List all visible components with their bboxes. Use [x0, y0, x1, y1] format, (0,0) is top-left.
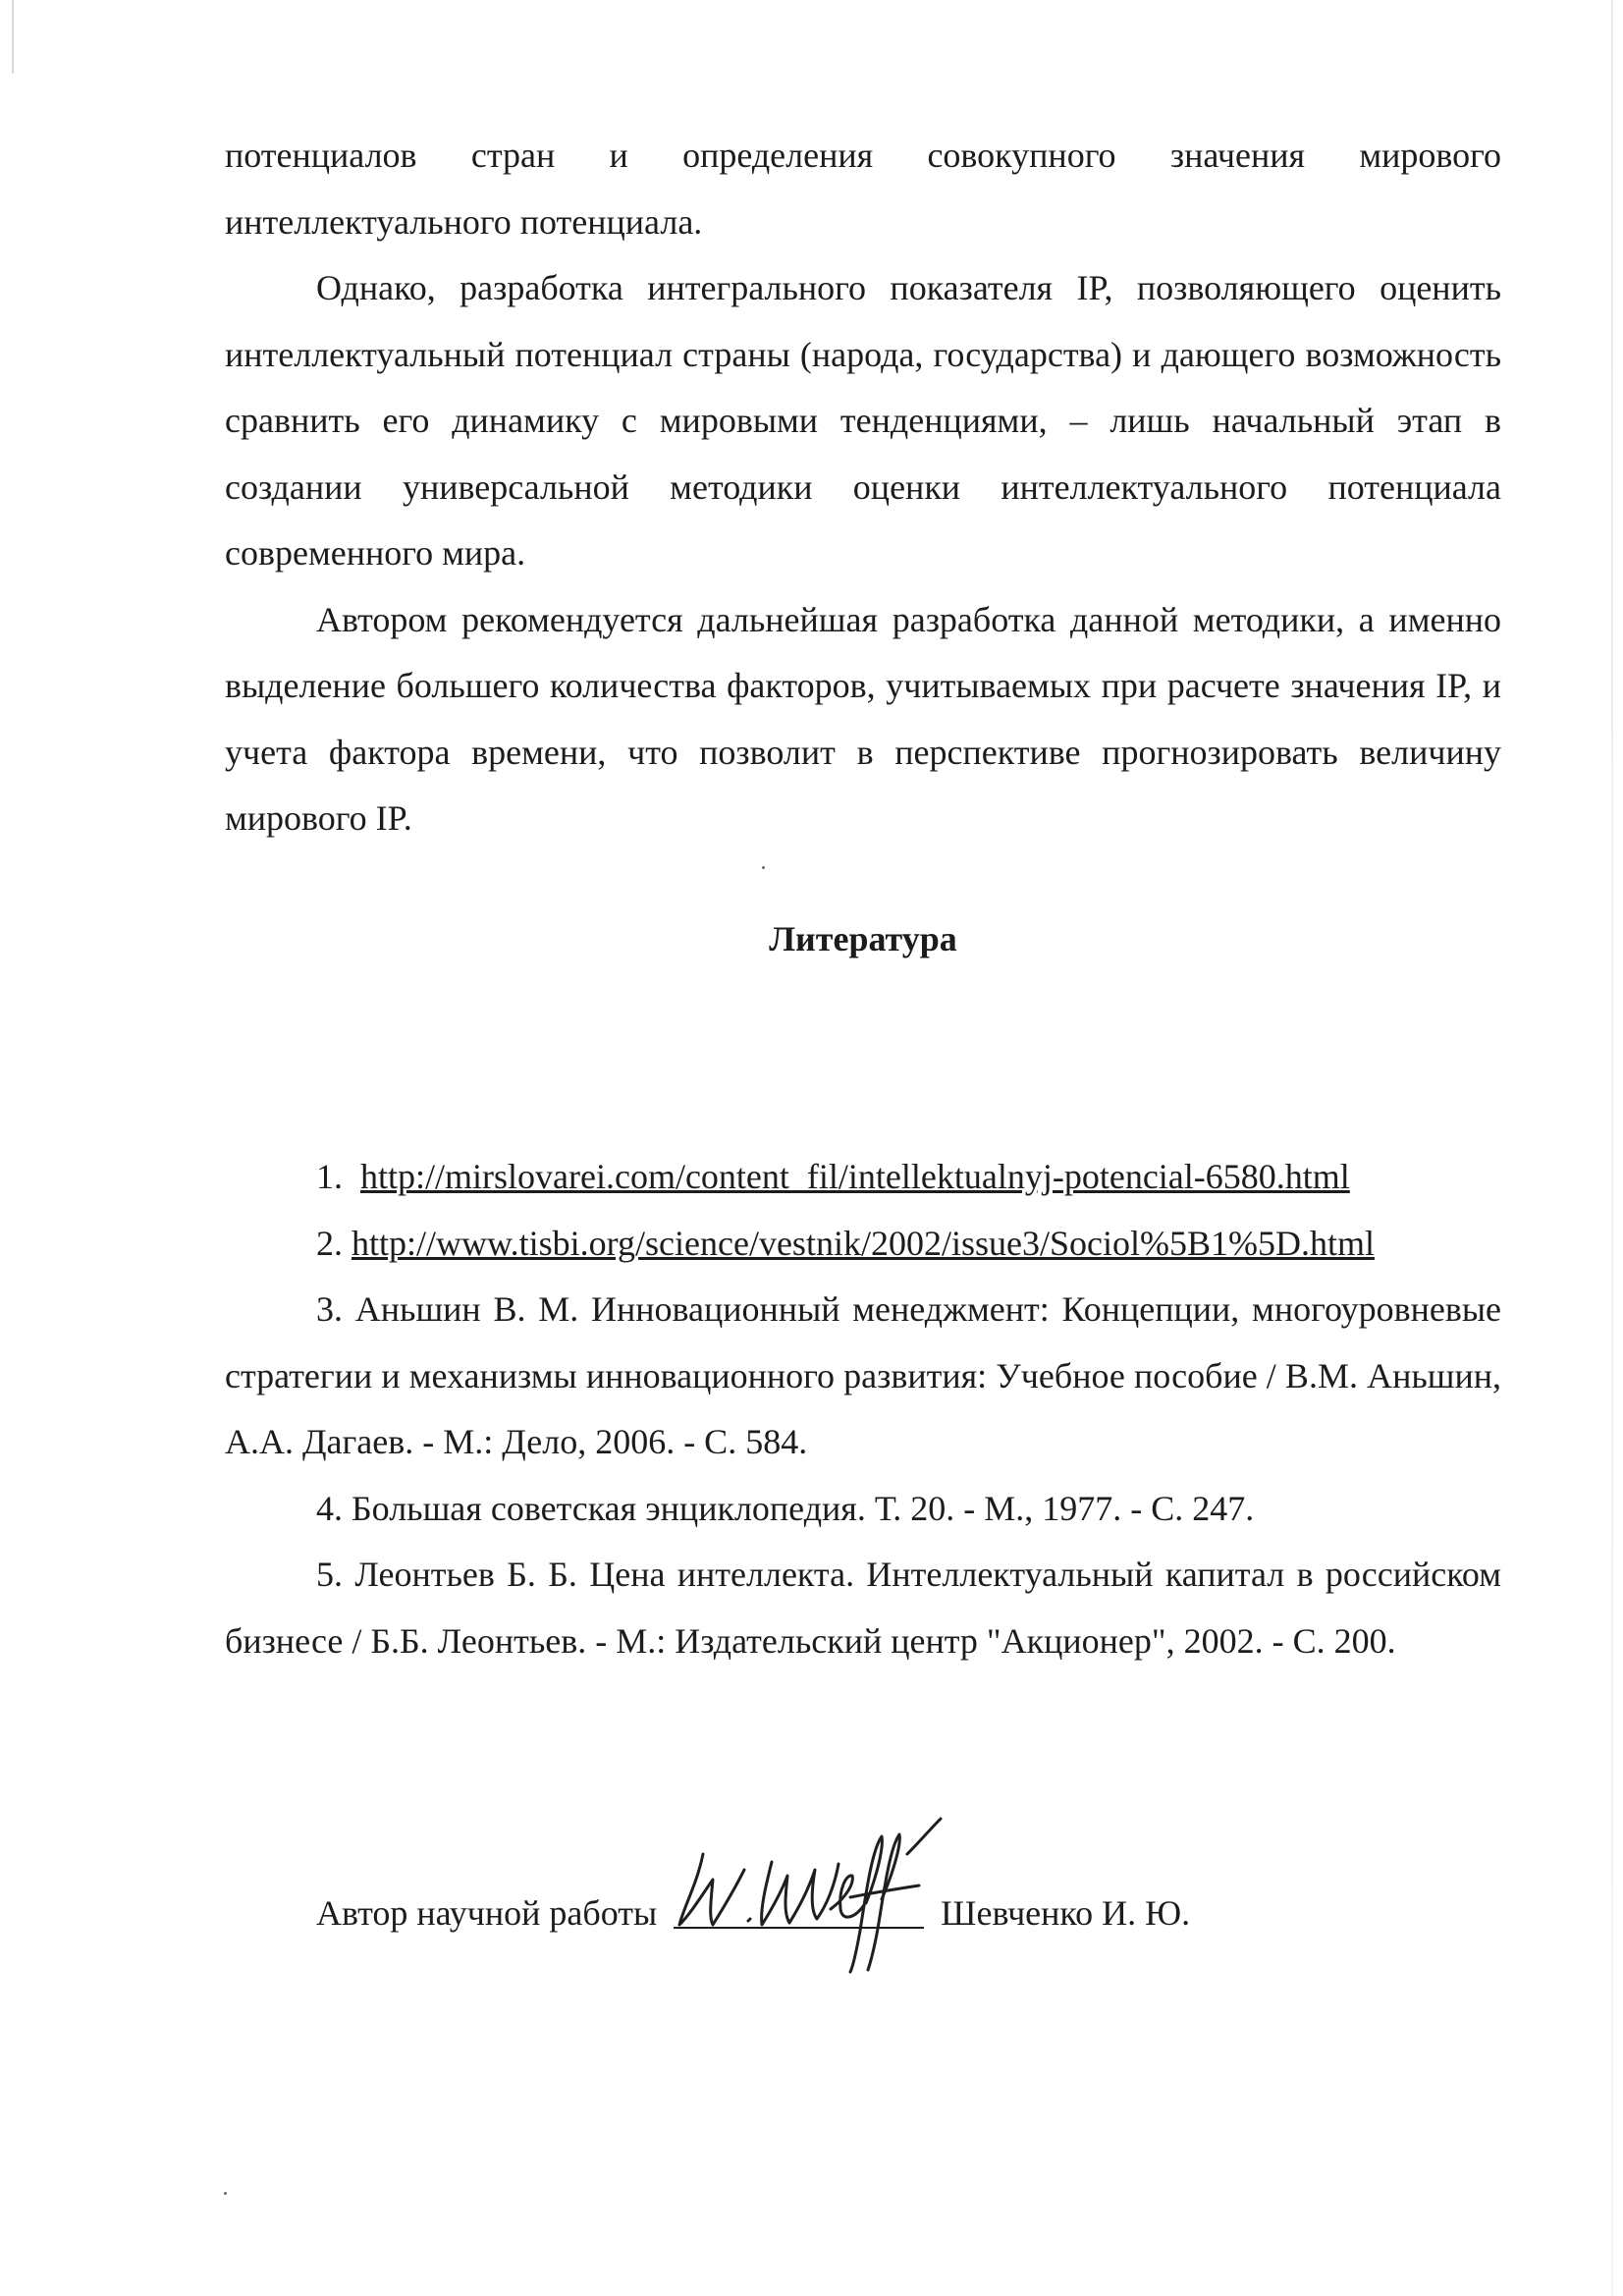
signature-block — [316, 1881, 1190, 1947]
reference-text: Аньшин В. М. Инновационный менеджмент: Концепции, многоуровневые стратегии и механизмы инновационного развития: Учебное пособие / В.М. Аньшин, А.А. Дагаев. - М.: Дело, 2006. - С. 584. — [225, 1289, 1502, 1461]
scan-edge — [12, 0, 14, 74]
reference-number: 4. — [316, 1488, 343, 1528]
reference-item — [225, 1144, 1501, 1211]
reference-number: 2. — [316, 1223, 343, 1263]
signature-underline — [674, 1927, 924, 1929]
reference-item — [225, 1476, 1501, 1543]
reference-item — [225, 1277, 1501, 1476]
reference-link[interactable]: http://www.tisbi.org/science/vestnik/2002/issue3/Sociol%5B1%5D.html — [352, 1223, 1375, 1263]
author-name: Шевченко И. Ю. — [941, 1893, 1191, 1933]
paragraph-integral-indicator: Однако, разработка интегрального показателя IP, позволяющего оценить интеллектуальный потенциал страны (народа, государства) и дающего возможность сравнить его динамику с мировыми тенденциями, – лишь начальный этап в создании универсальной методики оценки интеллектуального потенциала современного мира. — [225, 268, 1501, 573]
paragraph-recommendation: Автором рекомендуется дальнейшая разработка данной методики, а именно выделение большего количества факторов, учитываемых при расчете значения IP, и учета фактора времени, что позволит в перспективе прогнозировать величину мирового IP. — [225, 599, 1501, 838]
reference-item — [225, 1542, 1501, 1674]
reference-number: 1. — [316, 1157, 343, 1196]
handwritten-signature — [674, 1815, 968, 1982]
reference-link[interactable]: http://mirslovarei.com/content_fil/intellektualnyj-potencial-6580.html — [360, 1157, 1350, 1196]
references-title: Литература — [769, 919, 957, 958]
scan-edge — [1611, 0, 1613, 2296]
scan-speck — [224, 2192, 227, 2195]
signature-label: Автор научной работы — [316, 1893, 658, 1933]
scan-speck — [762, 866, 765, 869]
references-list — [225, 1144, 1501, 1674]
paragraph-continuation: потенциалов стран и определения совокупного значения мирового интеллектуального потенциала. — [225, 136, 1501, 242]
reference-number: 3. — [316, 1289, 343, 1329]
reference-number: 5. — [316, 1555, 343, 1594]
document-page — [225, 123, 1502, 1933]
signature-field — [674, 1886, 924, 1925]
reference-text: Леонтьев Б. Б. Цена интеллекта. Интеллектуальный капитал в российском бизнесе / Б.Б. Леонтьев. - М.: Издательский центр "Акционер", 2002. - С. 200. — [225, 1555, 1502, 1661]
reference-item — [225, 1211, 1501, 1278]
reference-text: Большая советская энциклопедия. Т. 20. - М., 1977. - С. 247. — [352, 1488, 1255, 1528]
